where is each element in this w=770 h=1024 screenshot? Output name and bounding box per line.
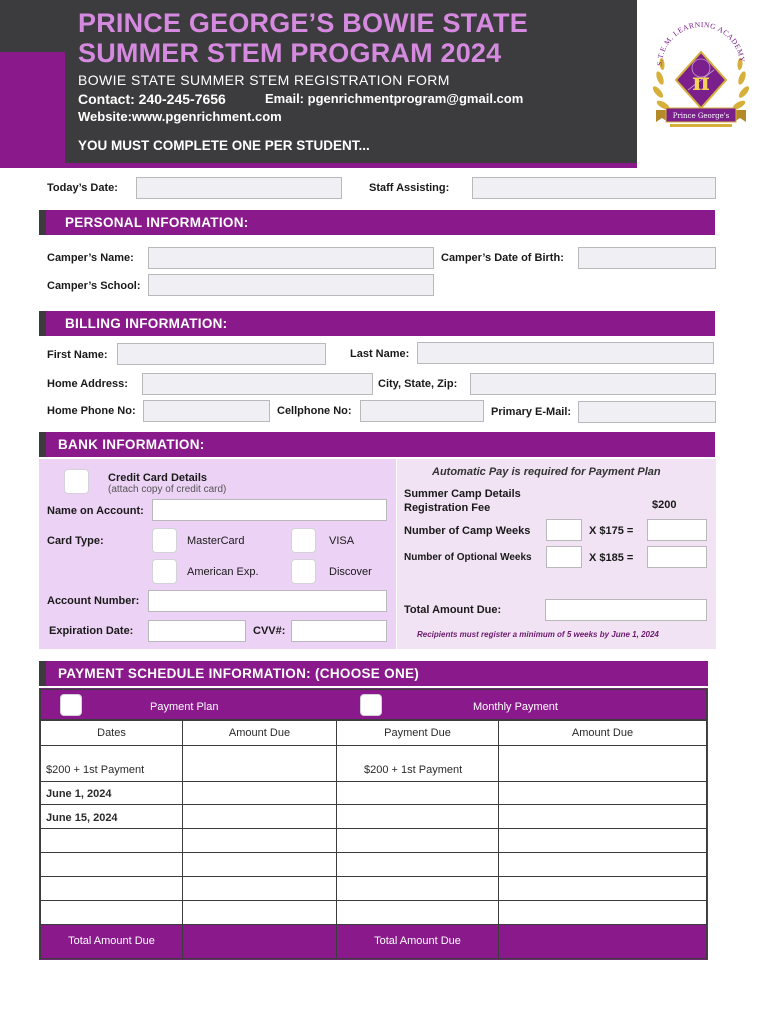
table-cell[interactable]	[336, 781, 499, 805]
table-cell[interactable]	[498, 852, 707, 877]
visa-label: VISA	[329, 535, 355, 547]
home-phone-field[interactable]	[143, 400, 270, 422]
table-cell[interactable]	[182, 876, 337, 901]
section-personal-header: PERSONAL INFORMATION:	[46, 210, 715, 235]
staff-assisting-field[interactable]	[472, 177, 716, 199]
total-label-cell	[40, 924, 183, 959]
discover-checkbox[interactable]	[291, 559, 316, 584]
campers-school-field[interactable]	[148, 274, 434, 296]
last-name-label: Last Name:	[350, 348, 410, 360]
amex-label: American Exp.	[187, 566, 259, 578]
optional-weeks-rate: X $185 =	[589, 552, 634, 564]
total-left-value-cell[interactable]	[182, 924, 337, 959]
table-header-cell	[498, 720, 707, 746]
table-cell[interactable]	[336, 804, 499, 829]
first-name-field[interactable]	[117, 343, 326, 365]
table-cell[interactable]	[498, 781, 707, 805]
optional-weeks-field[interactable]	[546, 546, 582, 568]
expiration-field[interactable]	[148, 620, 246, 642]
campers-dob-label: Camper’s Date of Birth:	[441, 252, 564, 264]
total-right-label: Total Amount Due	[374, 935, 461, 947]
row2-dates: June 1, 2024	[46, 788, 112, 800]
logo-symbol: π	[692, 67, 710, 96]
form-subtitle: BOWIE STATE SUMMER STEM REGISTRATION FORM	[78, 72, 450, 88]
optional-weeks-label: Number of Optional Weeks	[404, 552, 532, 563]
table-cell[interactable]	[182, 804, 337, 829]
mastercard-checkbox[interactable]	[152, 528, 177, 553]
table-cell[interactable]	[182, 828, 337, 853]
first-name-label: First Name:	[47, 349, 108, 361]
name-on-account-label: Name on Account:	[47, 505, 144, 517]
payment-plan-label: Payment Plan	[150, 701, 219, 713]
campers-name-field[interactable]	[148, 247, 434, 269]
expiration-label: Expiration Date:	[49, 625, 134, 637]
table-cell[interactable]	[498, 804, 707, 829]
table-cell[interactable]	[336, 876, 499, 901]
section-payment-header: PAYMENT SCHEDULE INFORMATION: (CHOOSE ONE)	[46, 661, 708, 686]
credit-card-title: Credit Card Details	[108, 472, 208, 484]
header-strip	[0, 163, 637, 168]
camp-weeks-total-field[interactable]	[647, 519, 707, 541]
table-cell[interactable]	[336, 900, 499, 925]
table-cell[interactable]	[498, 828, 707, 853]
table-cell[interactable]	[40, 804, 183, 829]
table-cell[interactable]	[182, 852, 337, 877]
monthly-payment-label: Monthly Payment	[473, 701, 558, 713]
visa-checkbox[interactable]	[291, 528, 316, 553]
header-amount-due-left: Amount Due	[228, 727, 291, 739]
primary-email-label: Primary E-Mail:	[491, 406, 572, 418]
table-cell[interactable]	[336, 852, 499, 877]
table-cell[interactable]	[182, 781, 337, 805]
discover-label: Discover	[329, 566, 372, 578]
campers-dob-field[interactable]	[578, 247, 716, 269]
total-amount-field[interactable]	[545, 599, 707, 621]
table-cell[interactable]	[498, 900, 707, 925]
header-payment-due: Payment Due	[384, 727, 451, 739]
card-type-label: Card Type:	[47, 535, 104, 547]
todays-date-field[interactable]	[136, 177, 342, 199]
camp-weeks-label: Number of Camp Weeks	[404, 525, 531, 537]
table-header-cell	[182, 720, 337, 746]
table-cell[interactable]	[40, 781, 183, 805]
home-address-field[interactable]	[142, 373, 373, 395]
section-bank-header: BANK INFORMATION:	[46, 432, 715, 457]
todays-date-label: Today’s Date:	[47, 182, 118, 194]
table-cell[interactable]	[182, 900, 337, 925]
total-right-value-cell[interactable]	[498, 924, 707, 959]
account-number-field[interactable]	[148, 590, 387, 612]
cvv-field[interactable]	[291, 620, 387, 642]
logo-ribbon-text: Prince George's	[672, 112, 730, 120]
primary-email-field[interactable]	[578, 401, 716, 423]
table-cell[interactable]	[498, 876, 707, 901]
table-header-cell	[336, 720, 499, 746]
cellphone-field[interactable]	[360, 400, 484, 422]
table-header-cell	[40, 720, 183, 746]
last-name-field[interactable]	[417, 342, 714, 364]
cvv-label: CVV#:	[253, 625, 286, 637]
header-accent	[0, 52, 65, 163]
payment-plan-checkbox[interactable]	[60, 694, 82, 716]
section-billing-header: BILLING INFORMATION:	[46, 311, 715, 336]
total-amount-label: Total Amount Due:	[404, 604, 502, 616]
home-address-label: Home Address:	[47, 378, 128, 390]
total-label-cell	[336, 924, 499, 959]
camp-weeks-field[interactable]	[546, 519, 582, 541]
account-number-label: Account Number:	[47, 595, 140, 607]
name-on-account-field[interactable]	[152, 499, 387, 521]
table-cell[interactable]	[182, 745, 337, 782]
optional-weeks-total-field[interactable]	[647, 546, 707, 568]
row1-payment-due: $200 + 1st Payment	[364, 764, 463, 776]
table-cell[interactable]	[40, 745, 183, 782]
title-line-2: SUMMER STEM PROGRAM 2024	[78, 38, 502, 68]
camp-details-title: Summer Camp Details	[404, 488, 521, 500]
table-cell[interactable]	[40, 876, 183, 901]
table-cell[interactable]	[40, 900, 183, 925]
row3-dates: June 15, 2024	[46, 812, 118, 824]
campers-name-label: Camper’s Name:	[47, 252, 134, 264]
staff-assisting-label: Staff Assisting:	[369, 182, 450, 194]
table-cell[interactable]	[40, 852, 183, 877]
table-cell[interactable]	[336, 745, 499, 782]
registration-fee-label: Registration Fee	[404, 502, 491, 514]
contact-email: Email: pgenrichmentprogram@gmail.com	[265, 91, 524, 106]
campers-school-label: Camper’s School:	[47, 280, 141, 292]
logo-arc-text: S.T.E.M. LEARNING ACADEMY	[654, 19, 747, 67]
header-amount-due-right: Amount Due	[571, 727, 634, 739]
contact-phone: Contact: 240-245-7656	[78, 91, 226, 107]
mastercard-label: MasterCard	[187, 535, 245, 547]
cellphone-label: Cellphone No:	[277, 405, 352, 417]
home-phone-label: Home Phone No:	[47, 405, 136, 417]
title-line-1: PRINCE GEORGE’S BOWIE STATE	[78, 8, 528, 38]
contact-website: Website:www.pgenrichment.com	[78, 109, 282, 124]
table-cell[interactable]	[40, 828, 183, 853]
total-left-label: Total Amount Due	[68, 935, 155, 947]
credit-card-checkbox[interactable]	[64, 469, 89, 494]
city-state-zip-label: City, State, Zip:	[378, 378, 458, 390]
payment-schedule-table	[39, 688, 708, 960]
table-cell[interactable]	[498, 745, 707, 782]
monthly-payment-checkbox[interactable]	[360, 694, 382, 716]
credit-card-note: (attach copy of credit card)	[108, 484, 227, 495]
registration-fee-value: $200	[652, 499, 677, 511]
camp-weeks-rate: X $175 =	[589, 525, 634, 537]
autopay-note: Automatic Pay is required for Payment Plan	[432, 466, 661, 478]
notice-text: YOU MUST COMPLETE ONE PER STUDENT...	[78, 138, 370, 153]
header-dates: Dates	[97, 727, 126, 739]
amex-checkbox[interactable]	[152, 559, 177, 584]
city-state-zip-field[interactable]	[470, 373, 716, 395]
row1-dates: $200 + 1st Payment	[46, 764, 145, 776]
page-title	[78, 8, 528, 68]
recipients-note: Recipients must register a minimum of 5 weeks by June 1, 2024	[417, 630, 659, 639]
stem-academy-logo-icon	[648, 18, 754, 136]
table-cell[interactable]	[336, 828, 499, 853]
